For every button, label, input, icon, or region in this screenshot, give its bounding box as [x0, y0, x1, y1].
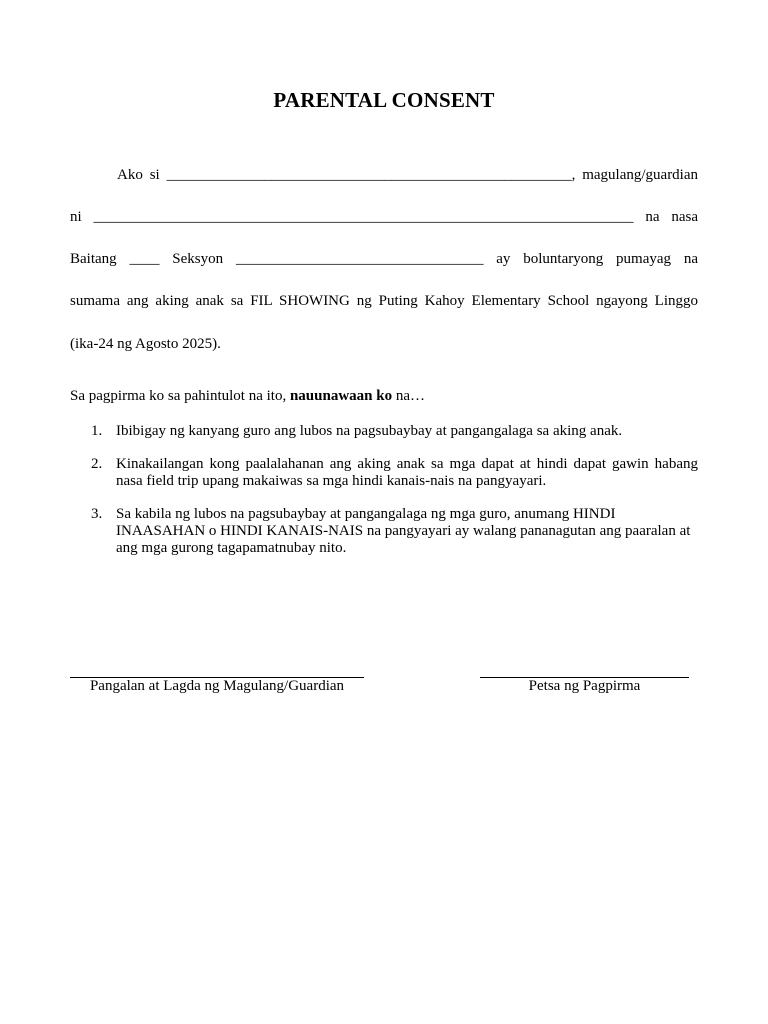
consent-guardian-suffix: , magulang/guardian	[571, 167, 699, 183]
list-item-number: 3.	[91, 506, 103, 522]
document-title: PARENTAL CONSENT	[273, 88, 495, 112]
consent-word-pumayag: pumayag	[616, 251, 672, 267]
consent-word-na: na	[683, 251, 699, 267]
consent-line-3	[70, 251, 698, 268]
section-blank: _________________________________	[235, 251, 484, 267]
understanding-intro	[70, 388, 698, 405]
list-item	[70, 423, 698, 440]
grade-blank: ____	[129, 251, 160, 267]
consent-seksyon: Seksyon	[172, 251, 224, 267]
list-item-text: Sa kabila ng lubos na pagsubaybay at pangangalaga ng mga guro, anumang HINDI INAASAHAN o HINDI KANAIS-NAIS na pangyayari ay walang pananagutan ang paaralan at ang mga gurong tagapamatnubay nito.	[116, 506, 691, 556]
understanding-list	[70, 423, 698, 573]
child-name-blank: ________________________________________________________________________	[93, 209, 634, 225]
consent-line-5: (ika-24 ng Agosto 2025).	[70, 336, 221, 352]
list-item-text: Ibibigay ng kanyang guro ang lubos na pagsubaybay at pangangalaga sa aking anak.	[116, 423, 623, 439]
intro-after: na…	[395, 388, 426, 404]
intro-before: Sa pagpirma ko sa pahintulot na ito,	[70, 388, 287, 404]
parent-signature-label: Pangalan at Lagda ng Magulang/Guardian	[89, 678, 345, 694]
consent-baitang: Baitang	[70, 251, 117, 267]
parent-name-blank: ______________________________________________________	[166, 167, 572, 183]
consent-line-2	[70, 209, 698, 226]
list-item-number: 2.	[91, 456, 103, 472]
list-item-text: Kinakailangan kong paalalahanan ang aking anak sa mga dapat at hindi dapat gawin habang nasa field trip upang makaiwas sa mga hindi kanais-nais na pangyayari.	[116, 456, 698, 489]
consent-word-boluntaryong: boluntaryong	[523, 251, 604, 267]
intro-bold: nauunawaan ko	[289, 388, 393, 404]
consent-line-1	[70, 167, 698, 184]
date-signature-label: Petsa ng Pagpirma	[528, 678, 641, 694]
consent-line-4: sumama ang aking anak sa FIL SHOWING ng Puting Kahoy Elementary School ngayong Linggo	[70, 293, 698, 309]
consent-ako-si: Ako si	[117, 167, 160, 183]
list-item-number: 1.	[91, 423, 103, 439]
list-item	[70, 506, 698, 557]
list-item	[70, 456, 698, 490]
consent-na: na	[645, 209, 660, 225]
consent-word-ay: ay	[496, 251, 511, 267]
consent-nasa: nasa	[671, 209, 699, 225]
consent-ni: ni	[70, 209, 82, 225]
